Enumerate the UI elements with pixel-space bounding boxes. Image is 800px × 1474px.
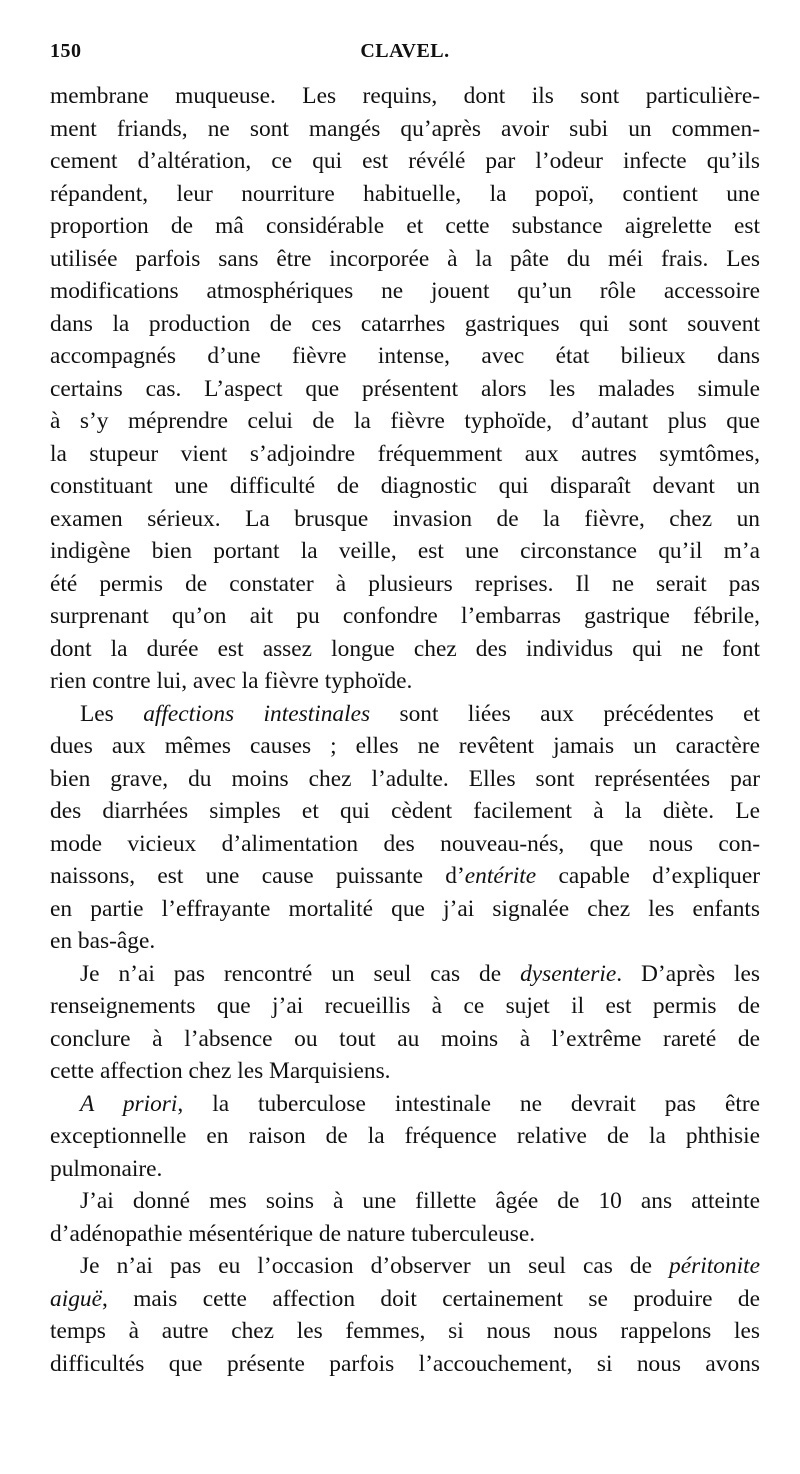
text-line <box>50 600 760 633</box>
text-line <box>50 243 760 276</box>
text-span: . D’après les <box>616 960 760 987</box>
text-line <box>50 470 760 503</box>
text-line <box>50 893 760 926</box>
text-span: été permis de constater à plusieurs reprises. Il ne serait pas <box>50 570 760 597</box>
text-span: en bas-âge. <box>50 928 156 954</box>
text-line <box>50 308 760 341</box>
italic-term: péritonite <box>669 1253 760 1279</box>
text-span: répandent, leur nourriture habituelle, la popoï, contient une <box>50 180 760 207</box>
text-line <box>50 990 760 1023</box>
text-line <box>50 1055 760 1088</box>
text-span: pulmonaire. <box>50 1155 163 1182</box>
text-line <box>50 665 760 698</box>
page-header <box>50 40 760 70</box>
text-span: dans la production de ces catarrhes gastriques qui sont souvent <box>50 310 760 337</box>
text-line <box>50 210 760 243</box>
text-span: conclure à l’absence ou tout au moins à l’extrême rareté de <box>50 1025 760 1052</box>
text-line <box>50 438 760 471</box>
text-span: rien contre lui, avec la fièvre typhoïde. <box>50 668 413 694</box>
text-span: examen sérieux. La brusque invasion de la fièvre, chez un <box>50 505 760 532</box>
italic-term: A priori <box>80 1090 178 1117</box>
text-span: surprenant qu’on ait pu confondre l’embarras gastrique fébrile, <box>50 603 760 629</box>
text-span: cement d’altération, ce qui est révélé par l’odeur infecte qu’ils <box>50 148 760 174</box>
text-line <box>50 1348 760 1381</box>
text-line <box>50 698 760 731</box>
text-span: Je n’ai pas rencontré un seul cas de <box>80 960 521 987</box>
text-span: à s’y méprendre celui de la fièvre typhoïde, d’autant plus que <box>50 408 760 434</box>
text-span: la stupeur vient s’adjoindre fréquemment aux autres symtômes, <box>50 440 760 467</box>
text-span: ment friands, ne sont mangés qu’après avoir subi un commen- <box>50 115 760 142</box>
text-span: temps à autre chez les femmes, si nous nous rappelons les <box>50 1318 760 1344</box>
text-span: sont liées aux précédentes et <box>370 700 760 727</box>
text-line <box>50 763 760 796</box>
text-span: accompagnés d’une fièvre intense, avec état bilieux dans <box>50 343 760 369</box>
text-line <box>50 633 760 666</box>
text-line <box>50 405 760 438</box>
italic-term: affections intestinales <box>143 700 371 727</box>
text-line <box>50 730 760 763</box>
text-span: indigène bien portant la veille, est une circonstance qu’il m’a <box>50 538 760 564</box>
text-span: bien grave, du moins chez l’adulte. Elles sont représentées par <box>50 765 760 792</box>
text-line <box>50 1283 760 1316</box>
text-span: membrane muqueuse. Les requins, dont ils sont particulière- <box>50 83 760 109</box>
text-span: , mais cette affection doit certainement se produire de <box>101 1285 760 1312</box>
text-line <box>50 828 760 861</box>
text-line <box>50 958 760 991</box>
text-line <box>50 535 760 568</box>
text-line <box>50 503 760 536</box>
text-line <box>50 925 760 958</box>
running-head: CLAVEL. <box>360 40 450 62</box>
text-span: Je n’ai pas eu l’occasion d’observer un seul cas de <box>80 1253 670 1279</box>
text-line <box>50 1218 760 1251</box>
text-span: modifications atmosphériques ne jouent qu’un rôle accessoire <box>50 278 760 304</box>
text-span: mode vicieux d’alimentation des nouveau-nés, que nous con- <box>50 830 760 857</box>
body-text <box>50 80 760 1380</box>
text-line <box>50 795 760 828</box>
text-span: cette affection chez les Marquisiens. <box>50 1058 391 1084</box>
text-line <box>50 1088 760 1121</box>
text-span: des diarrhées simples et qui cèdent facilement à la diète. Le <box>50 798 760 824</box>
text-line <box>50 113 760 146</box>
text-span: dues aux mêmes causes ; elles ne revêtent jamais un caractère <box>50 733 760 759</box>
text-span: Les <box>80 700 144 727</box>
text-span: exceptionnelle en raison de la fréquence relative de la phthisie <box>50 1123 760 1149</box>
text-span: constituant une difficulté de diagnostic qui disparaît devant un <box>50 473 760 499</box>
page-number: 150 <box>50 40 82 62</box>
text-span: certains cas. L’aspect que présentent alors les malades simule <box>50 375 760 402</box>
text-span: d’adénopathie mésentérique de nature tuberculeuse. <box>50 1220 536 1247</box>
text-line <box>50 340 760 373</box>
text-span: dont la durée est assez longue chez des individus qui ne font <box>50 635 760 662</box>
text-line <box>50 1315 760 1348</box>
italic-term: dysenterie <box>520 960 617 987</box>
text-line <box>50 860 760 893</box>
text-line <box>50 568 760 601</box>
text-line <box>50 1023 760 1056</box>
italic-term: aiguë <box>50 1285 102 1312</box>
text-line <box>50 1153 760 1186</box>
text-line <box>50 1185 760 1218</box>
text-span: J’ai donné mes soins à une fillette âgée de 10 ans atteinte <box>80 1188 760 1214</box>
text-span: proportion de mâ considérable et cette substance aigrelette est <box>50 213 760 239</box>
text-span: utilisée parfois sans être incorporée à la pâte du méi frais. Les <box>50 245 760 272</box>
text-span: renseignements que j’ai recueillis à ce sujet il est permis de <box>50 993 760 1019</box>
text-span: difficultés que présente parfois l’accouchement, si nous avons <box>50 1350 760 1377</box>
text-line <box>50 80 760 113</box>
text-span: en partie l’effrayante mortalité que j’ai signalée chez les enfants <box>50 895 760 922</box>
text-span: , la tuberculose intestinale ne devrait pas être <box>177 1090 760 1117</box>
italic-term: entérite <box>464 863 537 889</box>
text-span: capable d’expliquer <box>536 863 760 889</box>
text-span: naissons, est une cause puissante d’ <box>50 863 465 889</box>
text-line <box>50 1120 760 1153</box>
text-line <box>50 275 760 308</box>
text-line <box>50 145 760 178</box>
text-line <box>50 1250 760 1283</box>
text-line <box>50 178 760 211</box>
text-line <box>50 373 760 406</box>
